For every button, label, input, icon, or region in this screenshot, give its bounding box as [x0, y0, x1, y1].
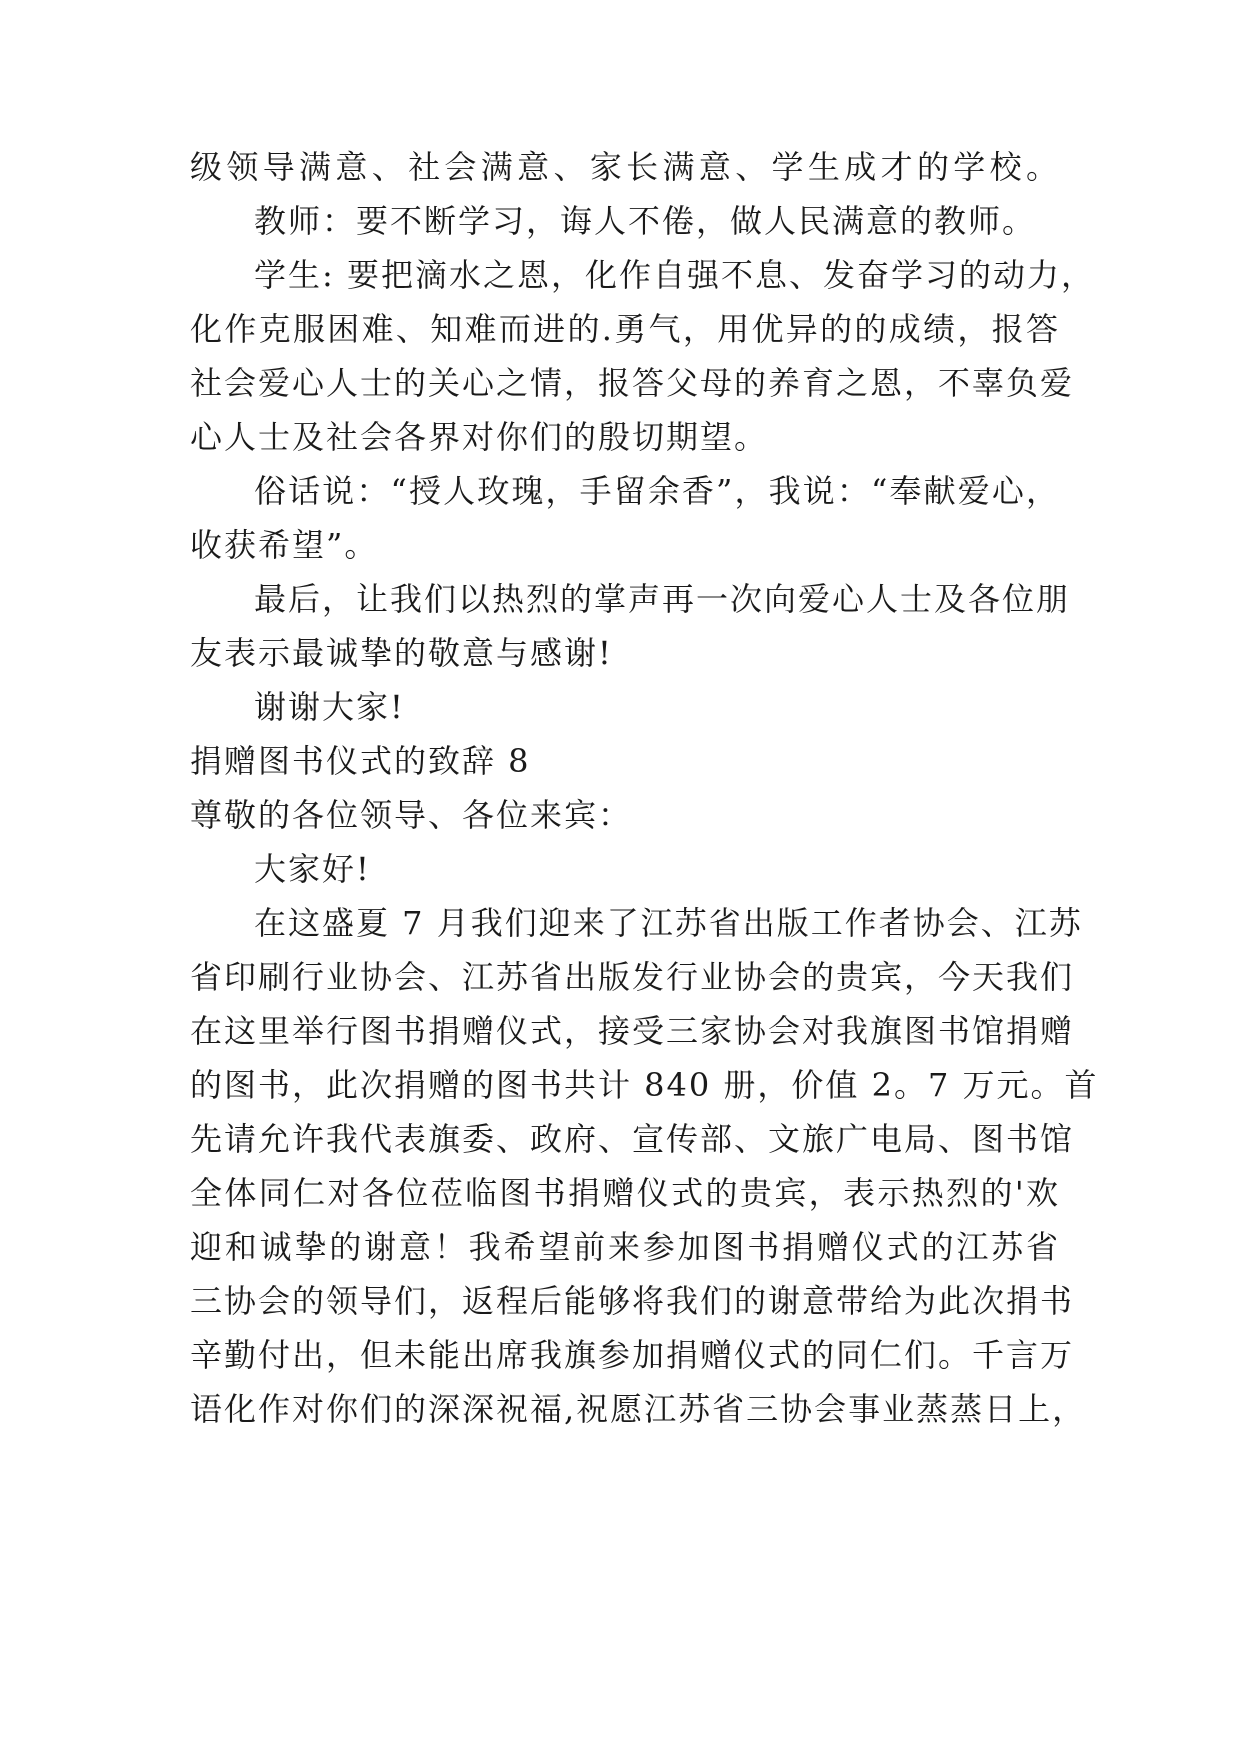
- salutation: 尊敬的各位领导、各位来宾：: [190, 796, 633, 834]
- section-title: 捐赠图书仪式的致辞 8: [190, 742, 531, 780]
- text-line: 全体同仁对各位莅临图书捐赠仪式的贵宾，表示热烈的'欢: [190, 1174, 1060, 1212]
- text-line: 辛勤付出，但未能出席我旗参加捐赠仪式的同仁们。千言万: [190, 1336, 1075, 1374]
- text-line: 在这盛夏 7 月我们迎来了江苏省出版工作者协会、江苏: [254, 904, 1083, 942]
- text-line: 收获希望”。: [190, 526, 379, 564]
- text-line: 三协会的领导们，返程后能够将我们的谢意带给为此次捐书: [190, 1282, 1075, 1320]
- text-line: 学生: 要把滴水之恩，化作自强不息、发奋学习的动力，: [254, 256, 1095, 294]
- text-line: 大家好!: [254, 850, 371, 888]
- text-line: 先请允许我代表旗委、政府、宣传部、文旅广电局、图书馆: [190, 1120, 1075, 1158]
- text-line: 最后，让我们以热烈的掌声再一次向爱心人士及各位朋: [254, 580, 1071, 618]
- text-line: 俗话说：“授人玫瑰，手留余香”，我说：“奉献爱心，: [254, 472, 1060, 510]
- text-line: 社会爱心人士的关心之情，报答父母的养育之恩，不辜负爱: [190, 364, 1075, 402]
- text-line: 语化作对你们的深深祝福,祝愿江苏省三协会事业蒸蒸日上，: [190, 1390, 1087, 1428]
- text-line: 迎和诚挚的谢意！我希望前来参加图书捐赠仪式的江苏省: [190, 1228, 1060, 1266]
- text-line: 化作克服困难、知难而进的.勇气，用优异的的成绩，报答: [190, 310, 1060, 348]
- text-line: 心人士及社会各界对你们的殷切期望。: [190, 418, 769, 456]
- text-line: 在这里举行图书捐赠仪式，接受三家协会对我旗图书馆捐赠: [190, 1012, 1075, 1050]
- text-line: 教师：要不断学习，诲人不倦，做人民满意的教师。: [254, 202, 1037, 240]
- text-line: 省印刷行业协会、江苏省出版发行业协会的贵宾，今天我们: [190, 958, 1075, 996]
- text-line: 友表示最诚挚的敬意与感谢!: [190, 634, 613, 672]
- text-line: 级领导满意、社会满意、家长满意、学生成才的学校。: [190, 148, 1060, 186]
- text-line: 谢谢大家!: [254, 688, 405, 726]
- text-line: 的图书，此次捐赠的图书共计 840 册，价值 2。7 万元。首: [190, 1066, 1099, 1104]
